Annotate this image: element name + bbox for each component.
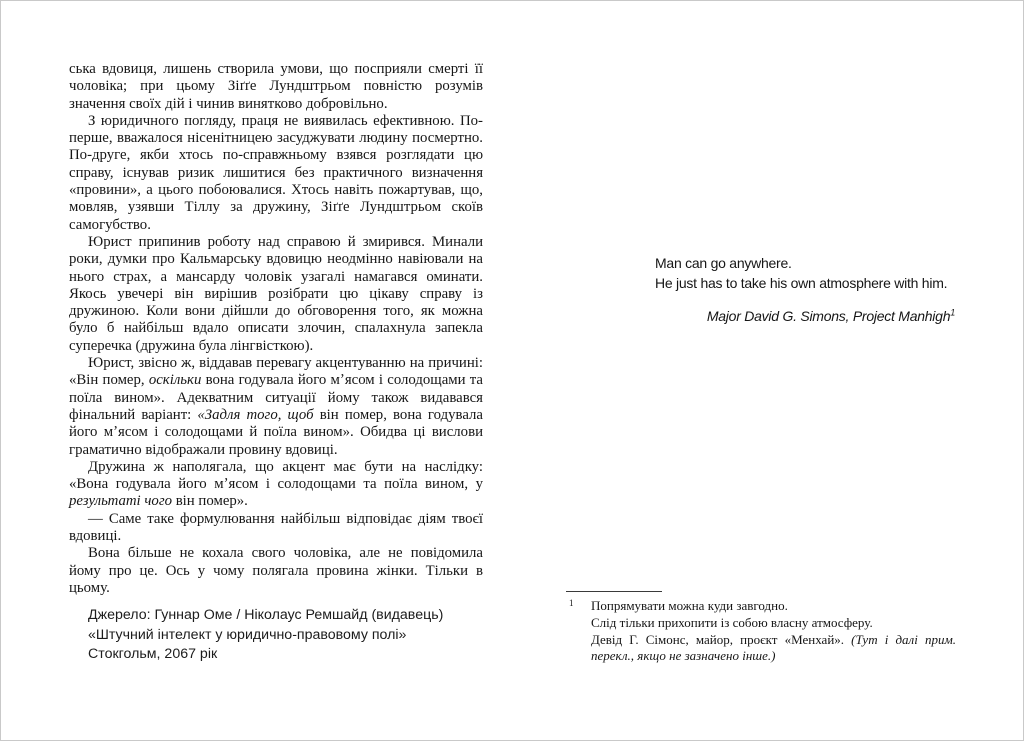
paragraph <box>69 355 483 459</box>
epigraph-line: Man can go anywhere. <box>655 255 792 271</box>
paragraph <box>69 459 483 511</box>
text-segment: Вона більше не кохала свого чоловіка, але не повідомила йому про це. Ось у чому полягала провина жінки. Тільки в цьому. <box>69 545 483 596</box>
footnote-line <box>591 615 956 632</box>
text-segment: Девід Г. Сімонс, майор, проєкт «Менхай». <box>591 631 852 647</box>
italic-text-segment: «Задля того, щоб <box>197 406 314 423</box>
footnote-lines <box>591 598 956 665</box>
footnote-reference-mark: 1 <box>950 307 955 318</box>
text-segment: З юридичного погляду, праця не виявилась ефективною. По-перше, вважалося нісенітницею засуджувати людину посмертно. По-друге, якби хтось по-справжньому взявся розглядати цю справу, існував ризик лишитися без практичного визначення «провини», а цього побоювалися. Хтось навіть пожартував, що, мовляв, узявши Тіллу за дружину, Зіґґе Лундштрьом скоїв самогубство. <box>69 112 483 233</box>
text-segment: він помер». <box>172 493 248 510</box>
footnote-line <box>591 632 956 666</box>
text-segment: Юрист припинив роботу над справою й змирився. Минали роки, думки про Кальмарську вдовицю неодмінно навіювали на нього страх, а мансарду чоловік узагалі намагався оминати. Якось увечері він вирішив розібрати цю цікаву справу із дружиною. Коли вони дійшли до обговорення того, як можна було б найбільш вдало описати злочин, спалахнула запекла суперечка (дружина була лінгвісткою). <box>69 233 483 354</box>
text-segment: Юрист, звісно ж, віддавав перевагу акцентуванню на причині: «Він помер, <box>69 355 483 389</box>
footnote-separator-rule <box>566 591 662 592</box>
paragraph <box>69 545 483 597</box>
italic-text-segment: оскільки <box>148 372 202 389</box>
italic-text-segment: (Тут і далі прим. перекл., якщо не зазначено інше.) <box>591 631 957 664</box>
body-paragraphs <box>69 61 483 597</box>
epigraph <box>655 253 955 326</box>
text-segment: він помер, вона годувала його мʼясом і солодощами й поїла вином». Обидва ці вислови граматично відображали провину вдовиці. <box>69 406 483 458</box>
text-segment: Дружина ж наполягала, що акцент має бути на наслідку: «Вона годувала його мʼясом і солодощами та поїла вином, у <box>69 458 483 493</box>
left-page-text-block <box>69 61 483 665</box>
epigraph-lines <box>655 253 955 293</box>
paragraph <box>69 234 483 355</box>
footnote <box>566 591 956 665</box>
italic-text-segment: результаті чого <box>69 493 172 510</box>
source-line: Стокгольм, 2067 рік <box>88 646 218 663</box>
text-segment: Слід тільки прихопити із собою власну атмосферу. <box>591 614 873 630</box>
footnote-body <box>566 598 956 665</box>
epigraph-line: He just has to take his own atmosphere with him. <box>655 275 948 291</box>
source-line: Джерело: Гуннар Оме / Ніколаус Ремшайд (видавець) <box>88 607 444 624</box>
paragraph <box>69 61 483 113</box>
epigraph-attribution <box>655 306 955 326</box>
footnote-line <box>591 598 956 615</box>
source-block <box>88 606 483 665</box>
paragraph <box>69 511 483 546</box>
text-segment: ська вдовиця, лишень створила умови, що посприяли смерті її чоловіка; при цьому Зіґґе Лундштрьом повністю розумів значення своїх дій і чинив винятково добровільно. <box>69 61 483 112</box>
text-segment: вона годувала його мʼясом і солодощами та поїла вином». Адекватним ситуації йому також видавався фінальний варіант: <box>69 372 484 423</box>
attribution-text: Major David G. Simons, Project Manhigh <box>706 308 951 324</box>
paragraph <box>69 113 483 234</box>
source-line: «Штучний інтелект у юридично-правовому полі» <box>88 626 407 643</box>
footnote-marker: 1 <box>569 598 574 608</box>
text-segment: — Саме таке формулювання найбільш відповідає діям твоєї вдовиці. <box>69 510 483 545</box>
text-segment: Попрямувати можна куди завгодно. <box>591 598 788 613</box>
